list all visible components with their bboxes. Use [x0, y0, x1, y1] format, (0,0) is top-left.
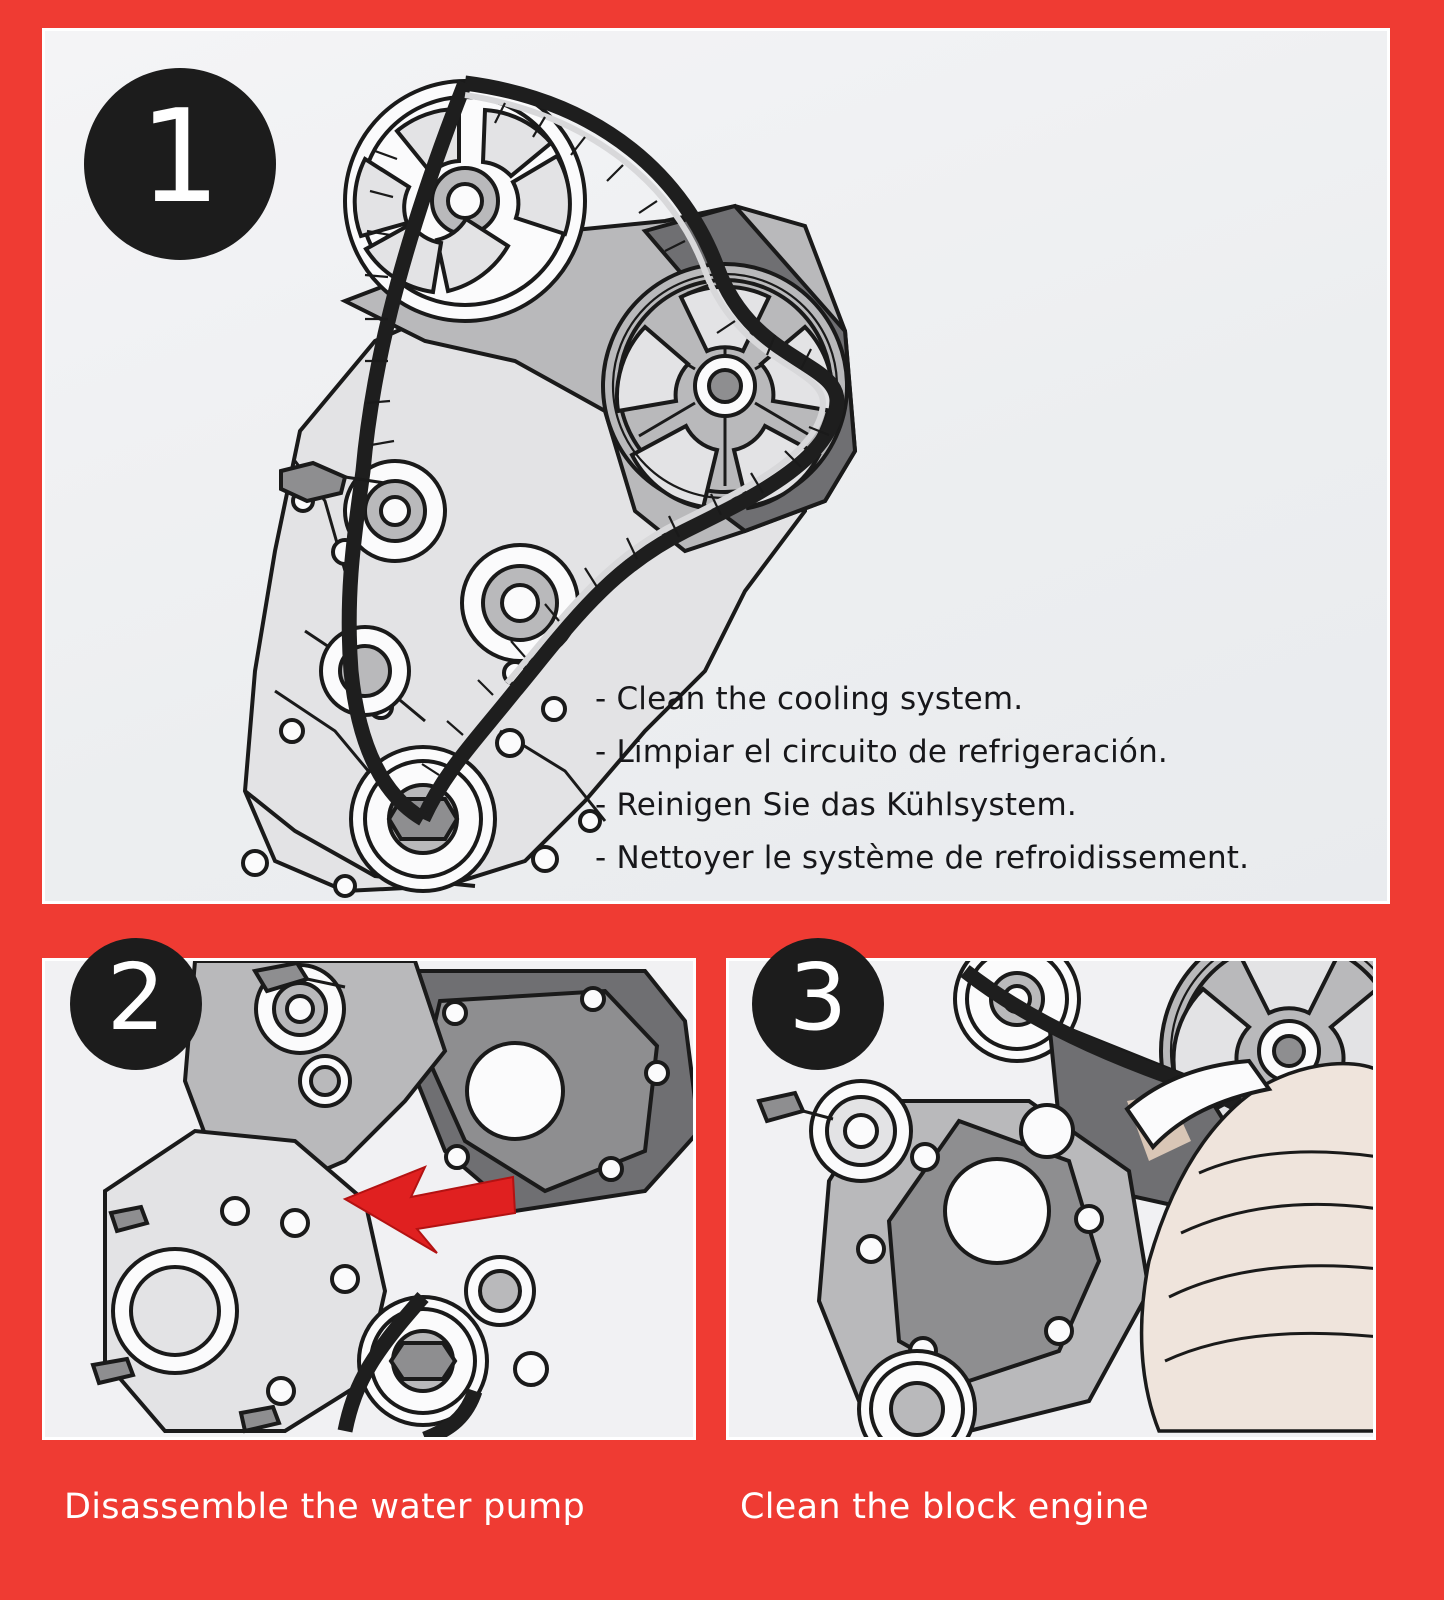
step-2-number: 2	[106, 944, 166, 1051]
step-1-badge	[84, 68, 276, 260]
instruction-line-fr: - Nettoyer le système de refroidissement.	[595, 840, 1250, 876]
step-3-badge	[752, 938, 884, 1070]
instruction-line-es: - Limpiar el circuito de refrigeración.	[595, 734, 1168, 770]
instruction-line-de: - Reinigen Sie das Kühlsystem.	[595, 787, 1077, 823]
step-1-number: 1	[139, 83, 221, 232]
step-3-number: 3	[788, 944, 848, 1051]
step-2-badge	[70, 938, 202, 1070]
step-3-caption: Clean the block engine	[740, 1487, 1149, 1527]
step-2-caption: Disassemble the water pump	[64, 1487, 585, 1527]
step-1-instruction-list	[595, 681, 1355, 893]
instruction-line-en: - Clean the cooling system.	[595, 681, 1024, 717]
